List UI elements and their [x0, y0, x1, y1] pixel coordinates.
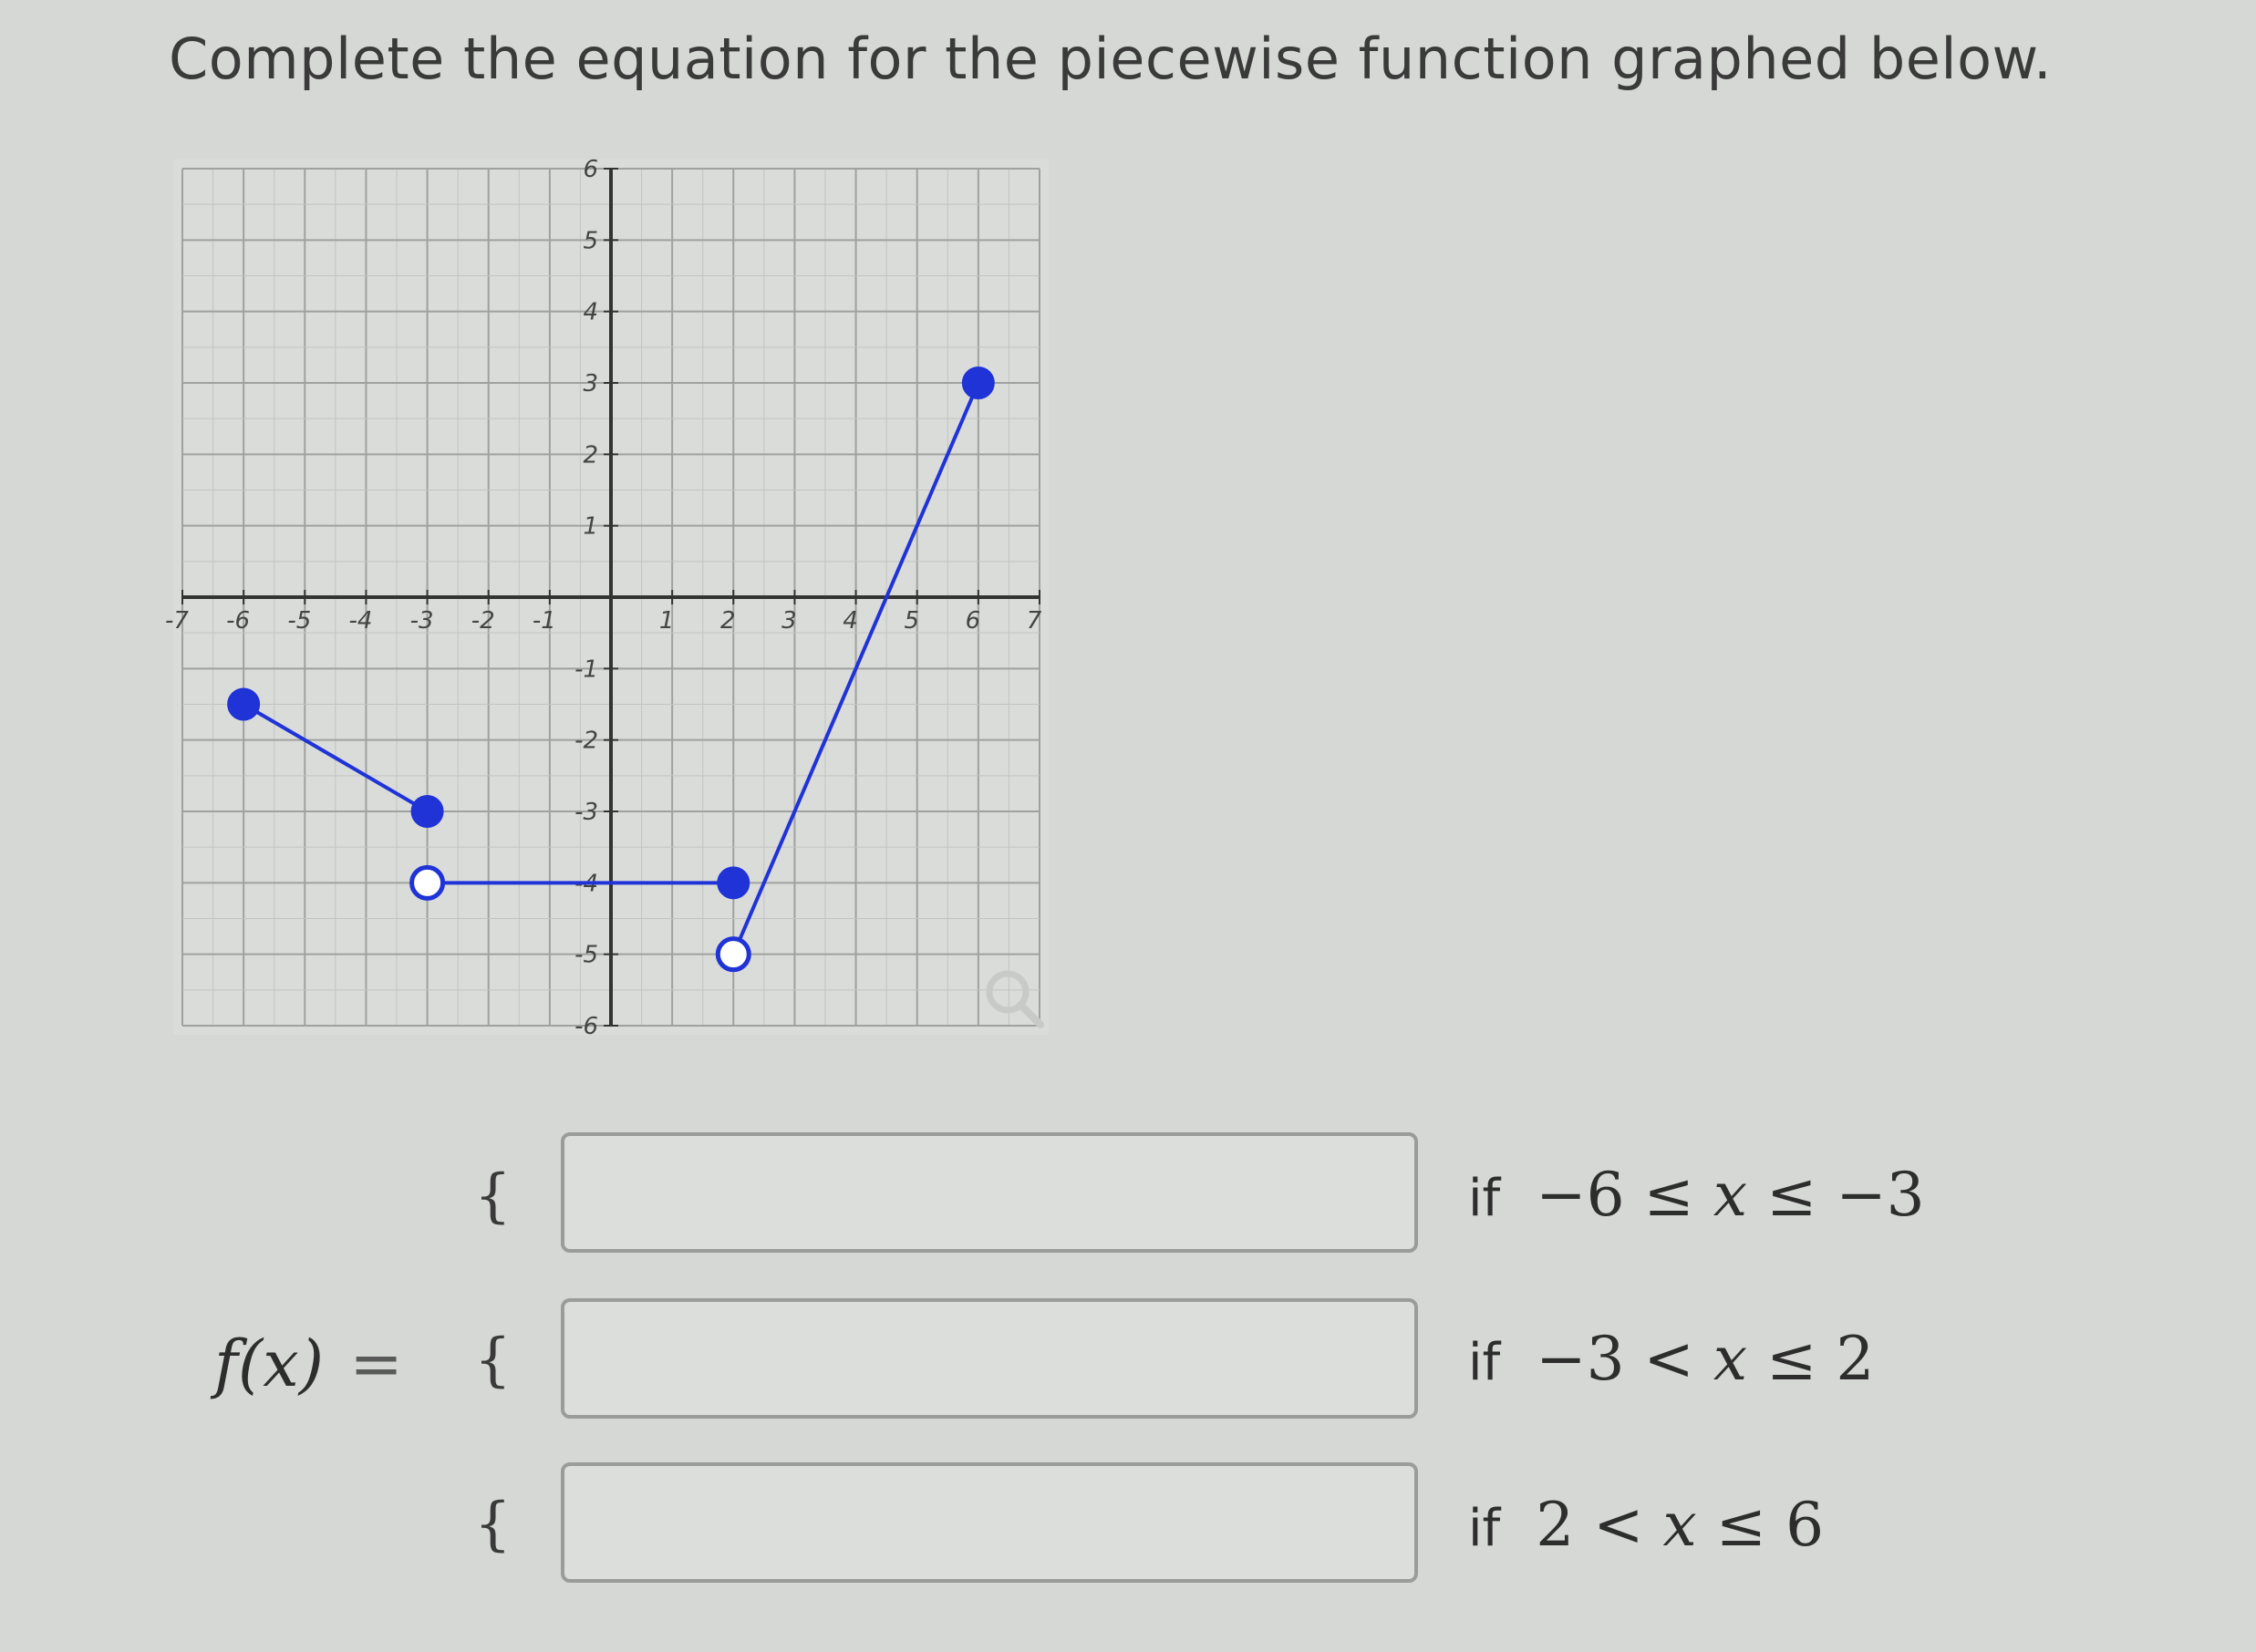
x-tick-label: 1: [658, 607, 675, 635]
x-tick-label: 6: [965, 607, 981, 635]
piece-2-op2: ≤: [1766, 1324, 1817, 1394]
piece-1-lower: −6: [1536, 1160, 1625, 1230]
piece-3-lower: 2: [1536, 1490, 1575, 1560]
piece-3-endpoint-closed: [963, 367, 994, 398]
y-tick-label: 5: [583, 227, 598, 255]
equals-sign: =: [349, 1327, 403, 1401]
y-tick-label: 6: [583, 156, 598, 183]
piece-3-var: x: [1662, 1490, 1697, 1560]
piece-1-input[interactable]: [561, 1132, 1418, 1253]
piece-3-if: if: [1468, 1499, 1501, 1558]
piece-3-upper: 6: [1785, 1490, 1825, 1560]
piece-1-var: x: [1713, 1160, 1748, 1230]
magnifier-icon[interactable]: [980, 965, 1048, 1032]
y-tick-label: -5: [574, 941, 598, 969]
piece-1-op1: ≤: [1643, 1160, 1694, 1230]
brace-3: {: [474, 1491, 512, 1558]
y-tick-label: -6: [574, 1013, 598, 1040]
x-tick-label: 5: [904, 607, 919, 635]
piece-2-endpoint-closed: [718, 867, 749, 898]
x-tick-label: -3: [409, 607, 434, 635]
piece-2-var: x: [1713, 1324, 1748, 1394]
x-tick-label: -6: [226, 607, 251, 635]
piece-2-endpoint-open: [412, 867, 443, 898]
x-tick-label: -1: [532, 607, 556, 635]
brace-2: {: [474, 1327, 512, 1394]
function-name: f(x): [214, 1327, 325, 1401]
x-tick-label: -2: [471, 607, 495, 635]
piece-2-lower: −3: [1536, 1324, 1625, 1394]
x-tick-label: 3: [781, 607, 797, 635]
piece-2-input[interactable]: [561, 1298, 1418, 1419]
y-tick-label: -1: [574, 656, 598, 684]
piecewise-graph: [165, 156, 1049, 1040]
piece-1-condition: [1468, 1160, 1925, 1230]
x-tick-label: 2: [720, 607, 736, 635]
piece-2-condition: [1468, 1324, 1874, 1394]
x-tick-label: -4: [348, 607, 373, 635]
x-tick-label: 7: [1026, 607, 1042, 635]
piece-1-upper: −3: [1836, 1160, 1925, 1230]
piece-3-endpoint-open: [718, 939, 749, 970]
graph-panel: [165, 156, 1049, 1040]
y-tick-label: -3: [574, 799, 598, 826]
y-tick-label: -4: [574, 870, 598, 898]
y-tick-label: 4: [583, 298, 598, 326]
piece-1-endpoint-closed: [228, 689, 259, 720]
question-prompt: Complete the equation for the piecewise function graphed below.: [169, 26, 2053, 92]
piece-1-op2: ≤: [1766, 1160, 1817, 1230]
piece-2-op1: <: [1643, 1324, 1694, 1394]
x-tick-label: 4: [843, 607, 858, 635]
y-tick-label: 1: [583, 512, 598, 541]
x-tick-label: -7: [165, 607, 189, 635]
function-label: [214, 1327, 403, 1401]
piece-2-upper: 2: [1836, 1324, 1875, 1394]
y-tick-label: -2: [574, 727, 598, 755]
piece-2-if: if: [1468, 1333, 1501, 1392]
piece-1-if: if: [1468, 1169, 1501, 1228]
x-tick-label: -5: [287, 607, 312, 635]
piece-1-endpoint-closed: [412, 796, 443, 827]
piece-3-op1: <: [1593, 1490, 1644, 1560]
piece-3-input[interactable]: [561, 1462, 1418, 1583]
piece-3-op2: ≤: [1715, 1490, 1767, 1560]
y-tick-label: 3: [583, 370, 598, 398]
y-tick-label: 2: [583, 441, 598, 470]
piece-3-condition: [1468, 1490, 1824, 1560]
brace-1: {: [474, 1162, 512, 1230]
